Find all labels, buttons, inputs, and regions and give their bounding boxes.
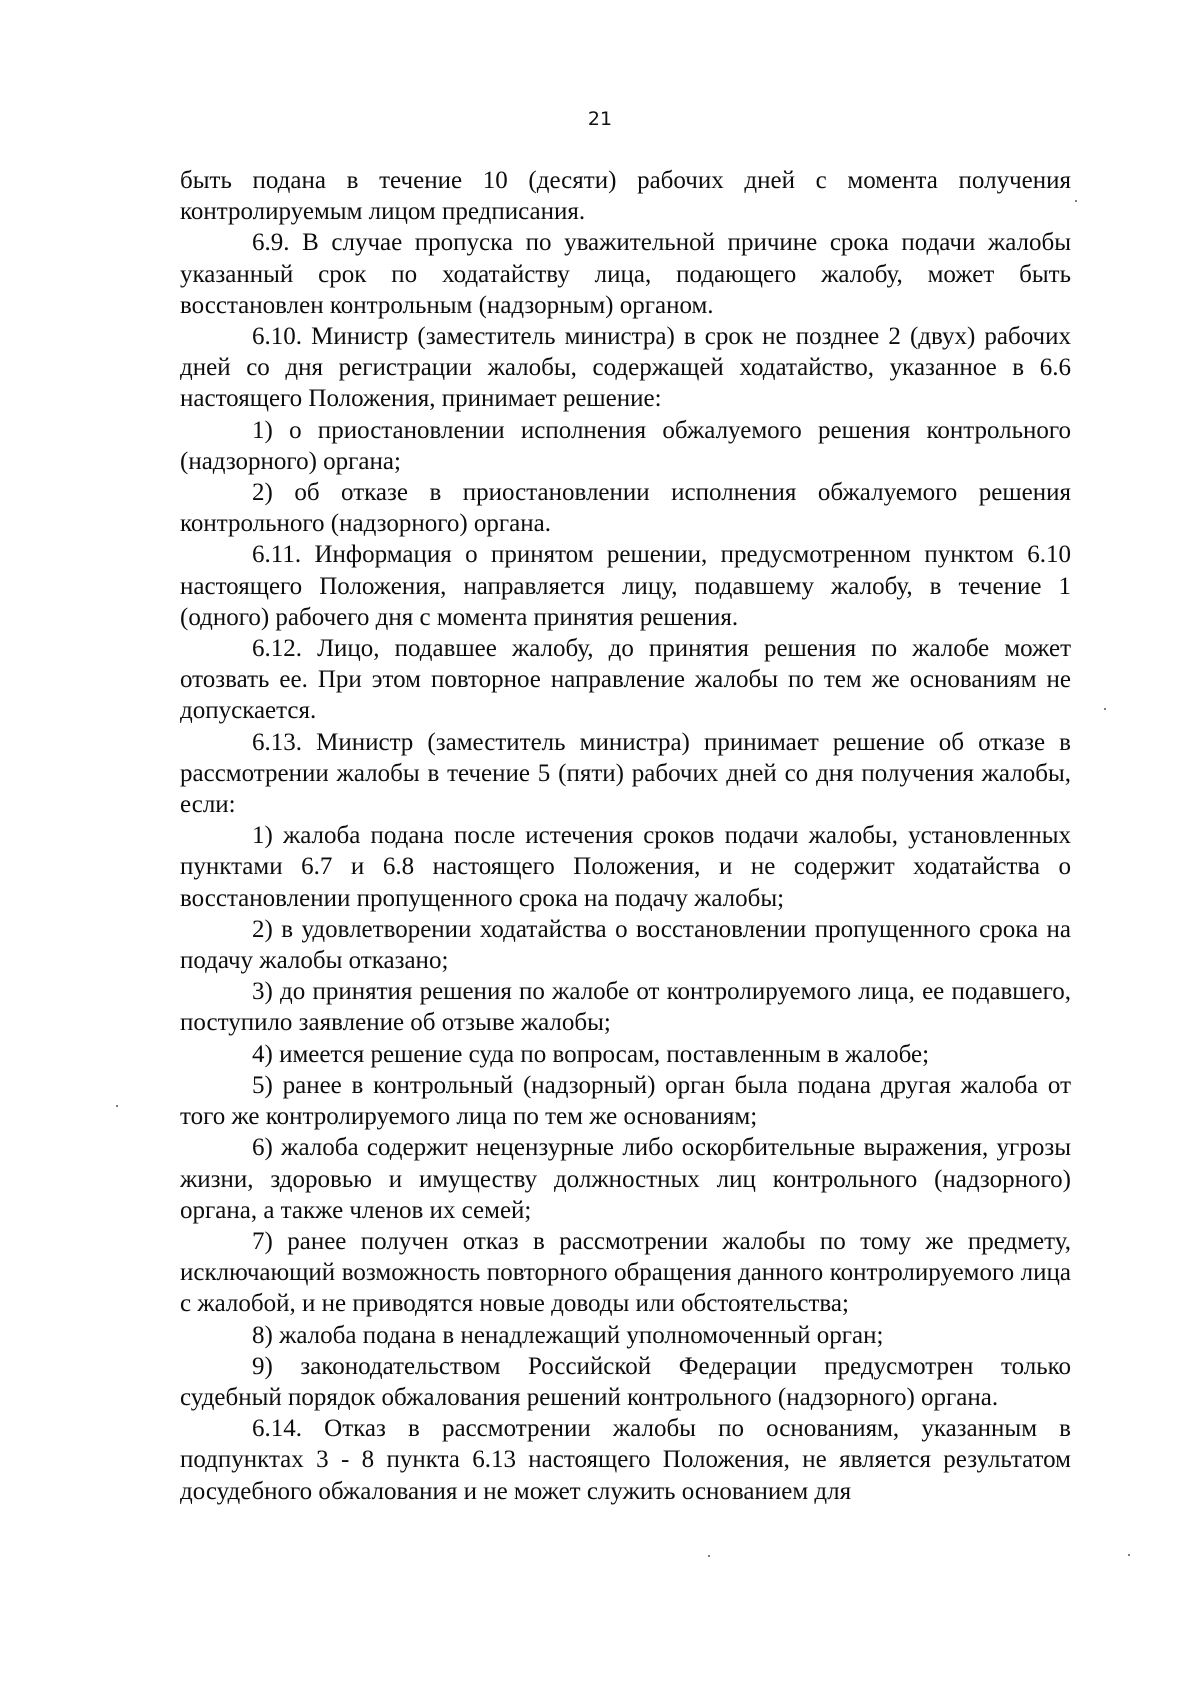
paragraph-6-10-item-1: 1) о приостановлении исполнения обжалуемого решения контрольного (надзорного) органа;	[180, 416, 1071, 475]
paragraph-6-13-item-1: 1) жалоба подана после истечения сроков подачи жалобы, установленных пунктами 6.7 и 6.8 настоящего Положения, и не содержит ходатайства о восстановлении пропущенного срока на подачу жалобы;	[180, 822, 1071, 912]
scan-speck	[1128, 1554, 1130, 1556]
paragraph-6-10: 6.10. Министр (заместитель министра) в срок не позднее 2 (двух) рабочих дней со дня регистрации жалобы, содержащей ходатайство, указанное в 6.6 настоящего Положения, принимает решение:	[180, 323, 1071, 413]
scan-speck	[708, 1555, 710, 1557]
paragraph-6-13-item-2: 2) в удовлетворении ходатайства о восстановлении пропущенного срока на подачу жалобы отказано;	[180, 915, 1071, 975]
page-number: 21	[587, 108, 613, 130]
paragraph-6-10-item-2: 2) об отказе в приостановлении исполнения обжалуемого решения контрольного (надзорного) органа.	[180, 479, 1071, 538]
paragraph-6-13-item-7: 7) ранее получен отказ в рассмотрении жалобы по тому же предмету, исключающий возможность повторного обращения данного контролируемого лица с жалобой, и не приводятся новые доводы или обстоятельства;	[180, 1227, 1071, 1318]
paragraph-6-13: 6.13. Министр (заместитель министра) принимает решение об отказе в рассмотрении жалобы в течение 5 (пяти) рабочих дней со дня получения жалобы, если:	[180, 728, 1071, 819]
paragraph-6-13-item-9: 9) законодательством Российской Федерации предусмотрен только судебный порядок обжалования решений контрольного (надзорного) органа.	[180, 1352, 1071, 1411]
paragraph-6-13-item-4: 4) имеется решение суда по вопросам, поставленным в жалобе;	[252, 1040, 930, 1068]
paragraph-6-13-item-5: 5) ранее в контрольный (надзорный) орган была подана другая жалоба от того же контролируемого лица по тем же основаниям;	[180, 1071, 1071, 1131]
paragraph-6-13-item-3: 3) до принятия решения по жалобе от контролируемого лица, ее подавшего, поступило заявление об отзыве жалобы;	[180, 978, 1071, 1037]
paragraph-6-12: 6.12. Лицо, подавшее жалобу, до принятия решения по жалобе может отозвать ее. При этом повторное направление жалобы по тем же основаниям не допускается.	[180, 635, 1071, 725]
paragraph-6-13-item-8: 8) жалоба подана в ненадлежащий уполномоченный орган;	[252, 1321, 884, 1349]
paragraph-continuation: быть подана в течение 10 (десяти) рабочих дней с момента получения контролируемым лицом предписания.	[180, 167, 1071, 226]
scan-speck	[1104, 708, 1106, 710]
document-body	[180, 165, 1071, 1507]
paragraph-6-13-item-6: 6) жалоба содержит нецензурные либо оскорбительные выражения, угрозы жизни, здоровью и имуществу должностных лиц контрольного (надзорного) органа, а также членов их семей;	[180, 1134, 1071, 1224]
paragraph-6-14: 6.14. Отказ в рассмотрении жалобы по основаниям, указанным в подпунктах 3 - 8 пункта 6.13 настоящего Положения, не является результатом досудебного обжалования и не может служить основанием для	[180, 1415, 1071, 1505]
scan-speck	[1075, 200, 1077, 202]
paragraph-6-9: 6.9. В случае пропуска по уважительной причине срока подачи жалобы указанный срок по ходатайству лица, подающего жалобу, может быть восстановлен контрольным (надзорным) органом.	[180, 229, 1071, 319]
paragraph-6-11: 6.11. Информация о принятом решении, предусмотренном пунктом 6.10 настоящего Положения, направляется лицу, подавшему жалобу, в течение 1 (одного) рабочего дня с момента принятия решения.	[180, 541, 1071, 631]
scan-speck	[116, 1105, 118, 1107]
